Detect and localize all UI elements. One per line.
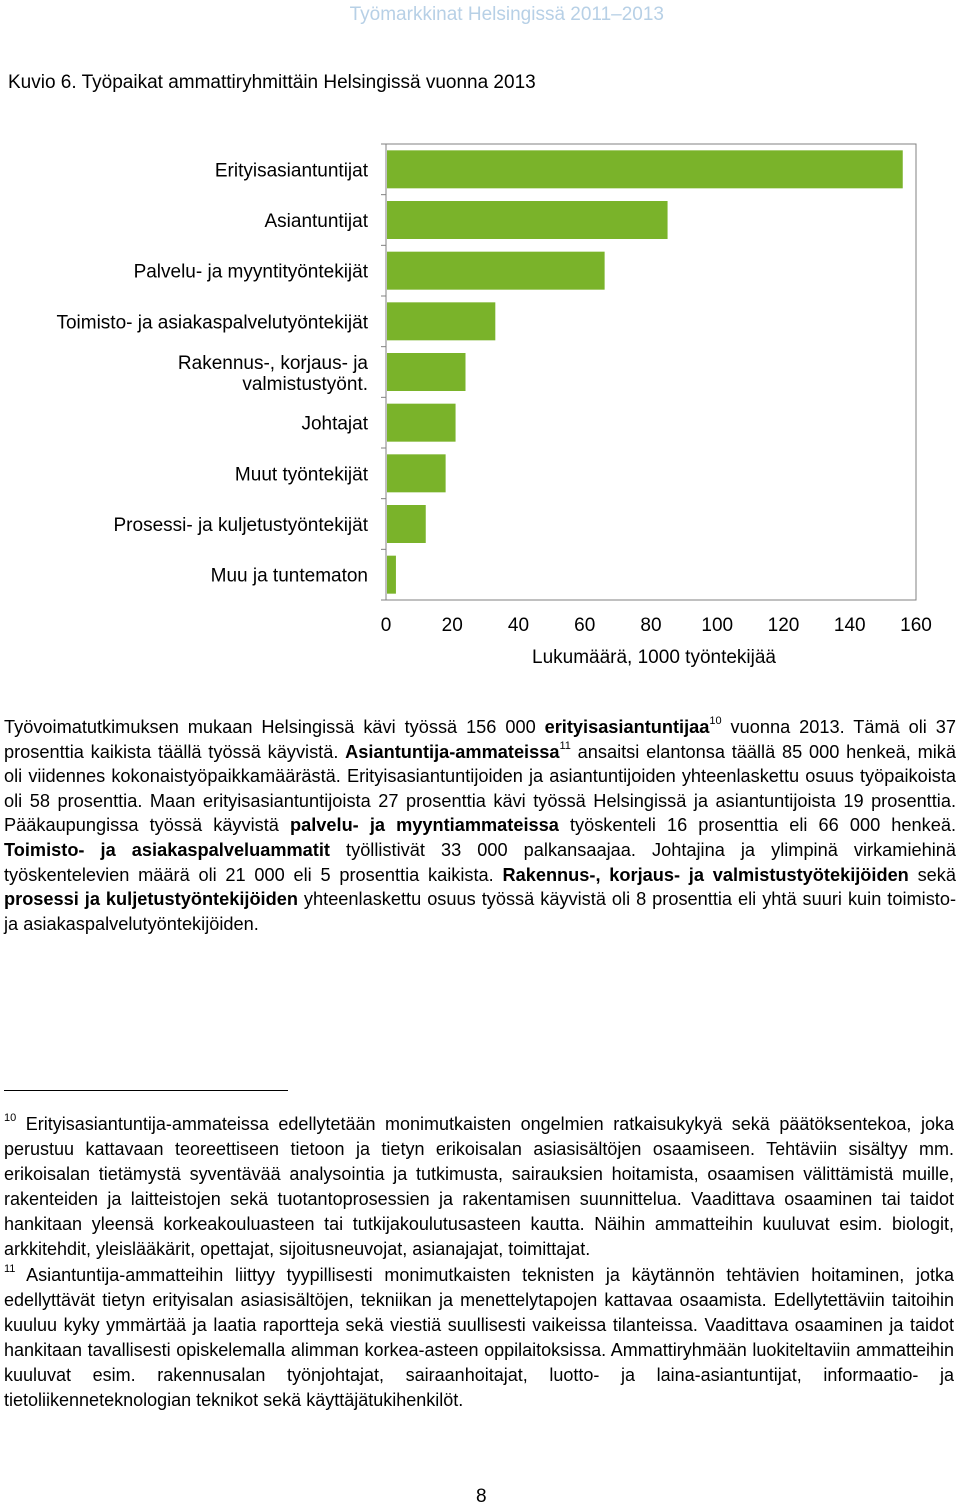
category-label-line: Toimisto- ja asiakaspalvelutyöntekijät — [56, 312, 368, 334]
x-tick-label: 160 — [900, 615, 932, 636]
x-tick-label: 120 — [767, 615, 800, 636]
footnote-ref: 10 — [709, 714, 722, 727]
x-tick-label: 0 — [380, 615, 392, 636]
bar — [387, 505, 426, 543]
bar — [387, 302, 495, 340]
running-header: Työmarkkinat Helsingissä 2011–2013 — [349, 4, 664, 25]
bar — [387, 201, 668, 239]
footnote-number: 11 — [4, 1262, 16, 1275]
bar-chart — [0, 130, 960, 670]
body-text-segment: Työvoimatutkimuksen mukaan Helsingissä kävi työssä 156 000 — [4, 717, 545, 737]
x-tick-label: 80 — [640, 615, 662, 636]
body-bold-segment: palvelu- ja myyntiammateissa — [290, 815, 559, 836]
category-label-line: Muu ja tuntematon — [210, 565, 368, 587]
category-label — [301, 414, 368, 435]
page-number: 8 — [476, 1486, 487, 1507]
footnote-11 — [4, 1263, 954, 1414]
bar — [387, 556, 396, 594]
figure-caption: Kuvio 6. Työpaikat ammattiryhmittäin Helsingissä vuonna 2013 — [8, 72, 536, 93]
footnote-text: Asiantuntija-ammatteihin liittyy tyypillisesti monimutkaisten teknisten ja käytännön tehtävien hoitaminen, jotka edellyttävät tietyn erityisalan asiasisältöjen, tekniikan ja menettelytapojen kattavaa osaamista. Edellytettäviin taitoihin kuuluu kyky ymmärtää ja laatia raportteja sekä viestiä suullisesti vaikeissa tilanteissa. Vaadittava osaaminen ja taidot hankitaan tavallisesti opiskelemalla alimman korkea-asteen oppilaitoksissa. Ammattiryhmään luokiteltaviin ammatteihin kuuluvat esim. rakennusalan työnjohtajat, sairaanhoitajat, luotto- ja laina-asiantuntijat, informaatio- ja tietoliikenneteknologian teknikot sekä käyttäjätukihenkilöt. — [4, 1264, 954, 1411]
body-text-segment: vuonna 2013. Tämä oli 37 prosenttia kaikista täällä työssä käyvistä. — [4, 717, 956, 762]
footnote-number: 10 — [4, 1112, 17, 1124]
footnote-text: Erityisasiantuntija-ammateissa edellytetään monimutkaisten ongelmien ratkaisukykyä sekä päätöksentekoa, joka perustuu kattavaan teoreettiseen tietoon ja tietyn erikoisalan asiasisältöjen osaamiseen. Tehtäviin sisältyy mm. erikoisalan tietämystä syventävää analysointia ja tutkimusta, sairauksien hoitamista, osaamisen välittämistä muille, rakenteiden ja laitteistojen sekä tuotantoprosessien ja rakentamisen suunnittelua. Vaadittava osaaminen tai taidot hankitaan yleensä korkeakouluasteen tai tutkijakoulutusasteen kautta. Näihin ammatteihin kuuluvat esim. biologit, arkkitehdit, yleislääkärit, opettajat, sijoitusneuvojat, asianajajat, toimittajat. — [4, 1114, 954, 1260]
footnote-ref: 11 — [559, 739, 571, 752]
body-bold-segment: Asiantuntija-ammateissa — [345, 741, 560, 762]
bar — [387, 454, 446, 492]
category-label — [215, 160, 369, 181]
body-text-segment: ansaitsi elantonsa täällä 85 000 henkeä, mikä oli viidennes kokonaistyöpaikkamäärästä. Erityisasiantuntijoiden ja asiantuntijoiden yhteenlaskettu osuus työpaikoista oli 58 prosenttia. Maan erityisasiantuntijoista 27 prosenttia kävi työssä Helsingissä ja asiantuntijoista 19 prosenttia. Pääkaupungissa työssä käyvistä — [4, 741, 956, 836]
category-label-line: Prosessi- ja kuljetustyöntekijät — [113, 515, 368, 536]
body-text-segment: työskenteli 16 prosenttia eli 66 000 henkeä. — [558, 815, 956, 836]
body-bold-segment: erityisasiantuntijaa — [544, 717, 710, 737]
body-bold-segment: Toimisto- ja asiakaspalveluammatit — [4, 839, 330, 860]
bar — [387, 404, 456, 442]
category-label — [235, 464, 369, 485]
body-bold-segment: prosessi ja kuljetustyöntekijöiden — [4, 889, 298, 910]
category-label — [134, 262, 369, 283]
x-tick-label: 20 — [441, 615, 463, 636]
x-tick-label: 60 — [574, 615, 596, 636]
bar — [387, 353, 466, 391]
category-label — [211, 566, 368, 587]
bar — [387, 252, 605, 290]
category-label-line: Erityisasiantuntijat — [214, 160, 368, 182]
footnotes — [4, 1112, 954, 1413]
footnote-10 — [4, 1112, 954, 1263]
x-tick-label: 140 — [833, 615, 866, 636]
category-label-line: Asiantuntijat — [264, 211, 368, 232]
body-text-segment: yhteenlaskettu osuus työssä käyvistä oli 8 prosenttia eli yhtä suuri kuin toimisto- ja asiakaspalvelutyöntekijöiden. — [4, 889, 957, 934]
body-text-segment: työllistivät 33 000 palkansaajaa. Johtajina ja ylimpinä virkamiehinä työskentelevien määrä oli 21 000 eli 5 prosenttia kaikista. — [4, 839, 956, 885]
x-axis-title: Lukumäärä, 1000 työntekijää — [532, 647, 776, 668]
x-tick-label: 100 — [701, 615, 734, 636]
bar — [387, 150, 903, 188]
category-label-line: Rakennus-, korjaus- ja — [177, 353, 368, 374]
category-label-line: Palvelu- ja myyntityöntekijät — [133, 261, 368, 283]
category-label — [178, 353, 369, 395]
body-bold-segment: Rakennus-, korjaus- ja valmistustyötekijöiden — [502, 864, 909, 885]
x-tick-label: 40 — [507, 615, 530, 636]
category-label-line: valmistustyönt. — [242, 374, 368, 395]
body-paragraph — [4, 715, 956, 936]
category-label — [264, 211, 368, 232]
category-label — [114, 515, 369, 536]
body-text-segment: sekä — [908, 864, 956, 885]
footnote-divider — [4, 1090, 288, 1091]
category-label-line: Johtajat — [301, 413, 368, 435]
category-label — [56, 312, 368, 333]
category-label-line: Muut työntekijät — [234, 464, 368, 486]
